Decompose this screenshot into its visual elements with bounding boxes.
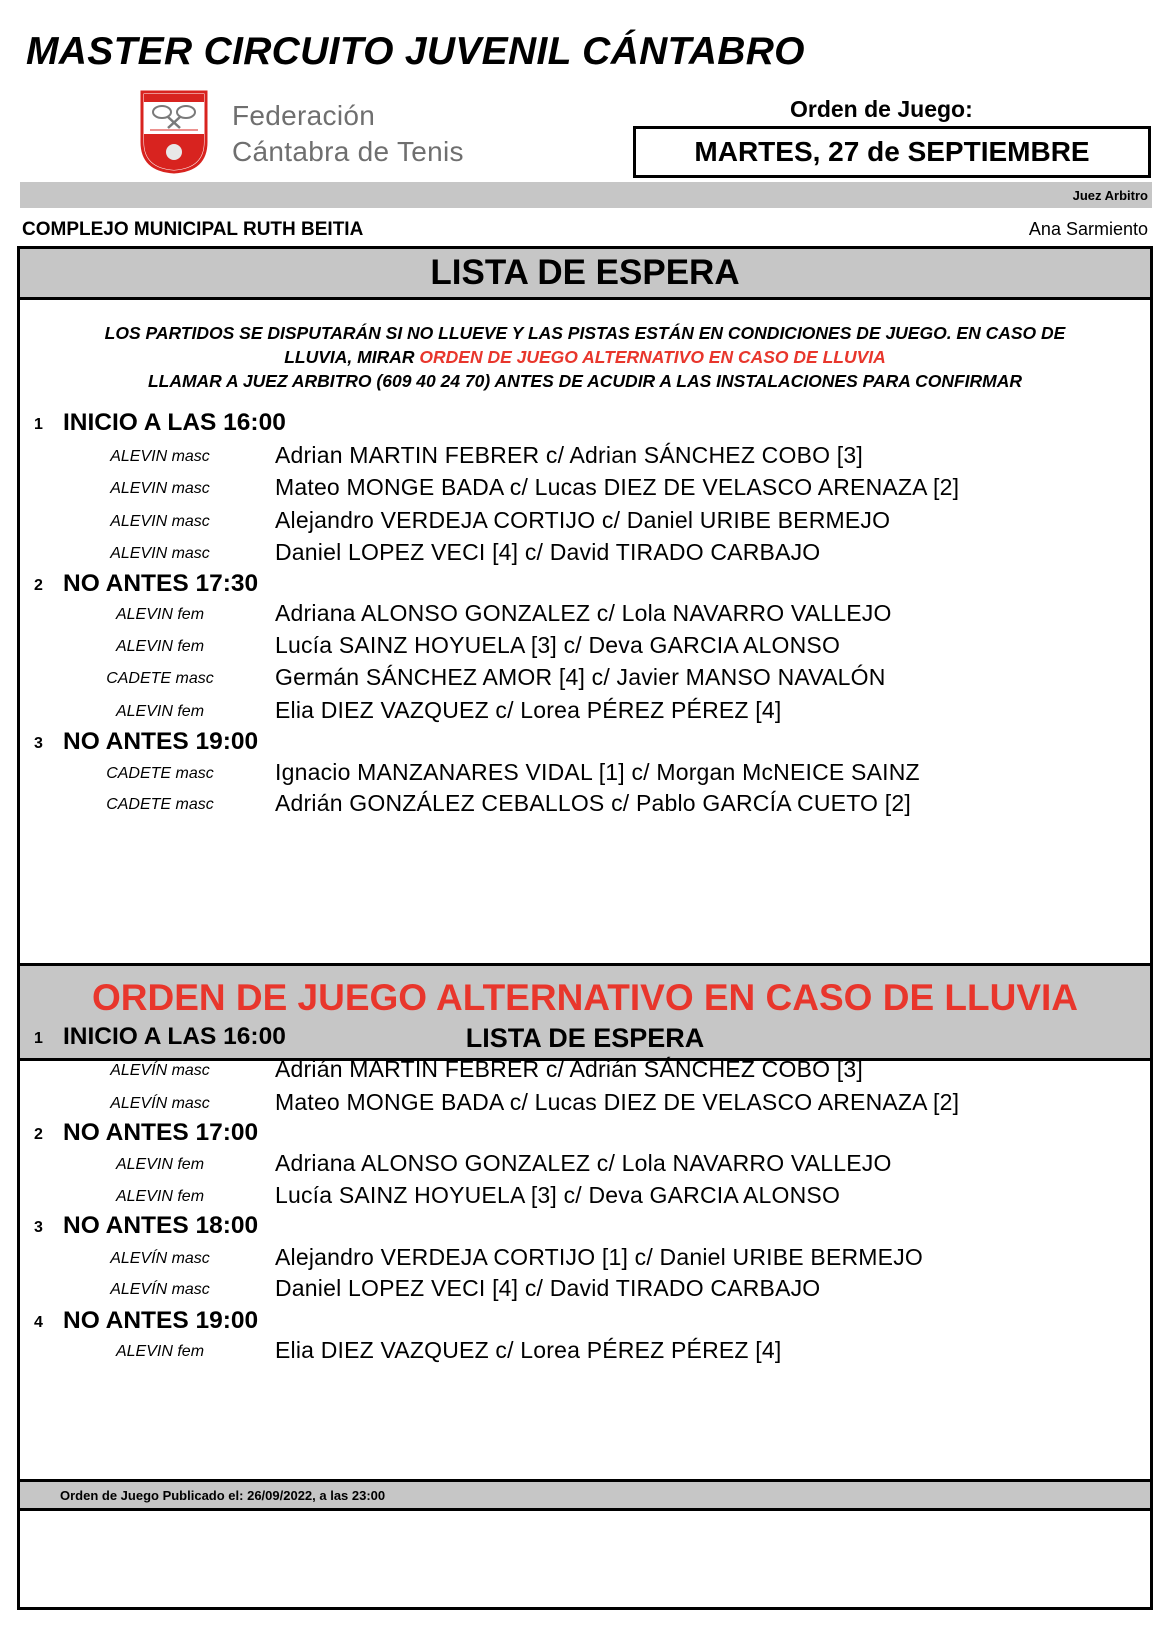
match-category: CADETE masc — [106, 765, 214, 782]
match-category: ALEVÍN masc — [110, 1250, 210, 1267]
federation-name-line2: Cántabra de Tenis — [232, 136, 464, 167]
match-players: Daniel LOPEZ VECI [4] c/ David TIRADO CARBAJO — [275, 539, 821, 565]
match-players: Lucía SAINZ HOYUELA [3] c/ Deva GARCIA ALONSO — [275, 632, 841, 658]
match-players: Daniel LOPEZ VECI [4] c/ David TIRADO CARBAJO — [275, 1275, 821, 1301]
match-players: Adrián MARTIN FEBRER c/ Adrián SÁNCHEZ COBO [3] — [275, 1056, 863, 1082]
match-players: Mateo MONGE BADA c/ Lucas DIEZ DE VELASCO ARENAZA [2] — [275, 474, 960, 500]
schedule-frame — [17, 246, 1153, 1610]
alternativo-title: ORDEN DE JUEGO ALTERNATIVO EN CASO DE LLUVIA — [91, 977, 1079, 1018]
notice-line-1: LOS PARTIDOS SE DISPUTARÁN SI NO LLUEVE Y LAS PISTAS ESTÁN EN CONDICIONES DE JUEGO. EN CASO DE — [104, 323, 1066, 343]
header-band — [20, 182, 1152, 208]
match-category: ALEVIN fem — [115, 1156, 205, 1173]
match-category: ALEVIN fem — [115, 638, 205, 655]
juez-label: Juez Arbitro — [1072, 188, 1148, 203]
block-time: INICIO A LAS 16:00 — [63, 409, 286, 436]
block-number: 1 — [34, 1030, 43, 1047]
match-category: CADETE masc — [106, 796, 214, 813]
match-players: Germán SÁNCHEZ AMOR [4] c/ Javier MANSO NAVALÓN — [275, 664, 886, 690]
block-time: NO ANTES 17:00 — [63, 1119, 259, 1146]
match-players: Elia DIEZ VAZQUEZ c/ Lorea PÉREZ PÉREZ [4] — [275, 697, 782, 723]
notice-line-2-prefix: LLUVIA, MIRAR — [284, 347, 415, 367]
block-number: 3 — [34, 735, 43, 752]
match-category: ALEVIN masc — [110, 480, 210, 497]
match-players: Adriana ALONSO GONZALEZ c/ Lola NAVARRO VALLEJO — [275, 1150, 892, 1176]
venue: COMPLEJO MUNICIPAL RUTH BEITIA — [22, 219, 364, 240]
block-time: NO ANTES 19:00 — [63, 728, 259, 755]
published-bar — [20, 1479, 1150, 1511]
orden-label: Orden de Juego: — [790, 96, 973, 122]
match-players: Ignacio MANZANARES VIDAL [1] c/ Morgan McNEICE SAINZ — [275, 759, 920, 785]
published-text: Orden de Juego Publicado el: 26/09/2022, a las 23:00 — [60, 1488, 386, 1503]
block-number: 2 — [34, 577, 43, 594]
federation-logo-icon — [140, 90, 208, 174]
page-title: MASTER CIRCUITO JUVENIL CÁNTABRO — [26, 30, 805, 73]
notice-line-3: LLAMAR A JUEZ ARBITRO (609 40 24 70) ANTES DE ACUDIR A LAS INSTALACIONES PARA CONFIRMAR — [147, 371, 1023, 391]
match-category: ALEVIN masc — [110, 448, 210, 465]
block-number: 3 — [34, 1219, 43, 1236]
match-players: Lucía SAINZ HOYUELA [3] c/ Deva GARCIA ALONSO — [275, 1182, 841, 1208]
federation-name — [232, 98, 464, 170]
match-category: CADETE masc — [106, 670, 214, 687]
match-players: Adrián GONZÁLEZ CEBALLOS c/ Pablo GARCÍA CUETO [2] — [275, 790, 911, 816]
notice-line-2 — [20, 345, 1150, 369]
match-category: ALEVIN fem — [115, 606, 205, 623]
match-category: ALEVÍN masc — [110, 1095, 210, 1112]
match-category: ALEVIN fem — [115, 1188, 205, 1205]
match-category: ALEVÍN masc — [110, 1062, 210, 1079]
match-category: ALEVIN fem — [115, 1343, 205, 1360]
block-time: NO ANTES 18:00 — [63, 1212, 259, 1239]
date-box: MARTES, 27 de SEPTIEMBRE — [633, 126, 1151, 178]
match-category: ALEVIN fem — [115, 703, 205, 720]
match-players: Alejandro VERDEJA CORTIJO [1] c/ Daniel URIBE BERMEJO — [275, 1244, 923, 1270]
block-time: INICIO A LAS 16:00 — [63, 1023, 286, 1050]
match-players: Adriana ALONSO GONZALEZ c/ Lola NAVARRO VALLEJO — [275, 600, 892, 626]
match-players: Alejandro VERDEJA CORTIJO c/ Daniel URIBE BERMEJO — [275, 507, 891, 533]
block-number: 2 — [34, 1126, 43, 1143]
federation-name-line1: Federación — [232, 100, 376, 131]
match-players: Elia DIEZ VAZQUEZ c/ Lorea PÉREZ PÉREZ [4] — [275, 1337, 782, 1363]
block-time: NO ANTES 17:30 — [63, 570, 259, 597]
match-category: ALEVIN masc — [110, 545, 210, 562]
match-category: ALEVÍN masc — [110, 1281, 210, 1298]
rain-notice — [20, 321, 1150, 393]
match-players: Adrian MARTIN FEBRER c/ Adrian SÁNCHEZ COBO [3] — [275, 442, 863, 468]
block-number: 1 — [34, 416, 43, 433]
alternativo-subtitle: LISTA DE ESPERA — [465, 1023, 705, 1053]
notice-line-2-link: ORDEN DE JUEGO ALTERNATIVO EN CASO DE LLUVIA — [419, 347, 886, 367]
lista-espera-header: LISTA DE ESPERA — [20, 249, 1150, 300]
match-players: Mateo MONGE BADA c/ Lucas DIEZ DE VELASCO ARENAZA [2] — [275, 1089, 960, 1115]
juez-name: Ana Sarmiento — [1028, 219, 1148, 239]
block-number: 4 — [34, 1314, 43, 1331]
match-category: ALEVIN masc — [110, 513, 210, 530]
block-time: NO ANTES 19:00 — [63, 1307, 259, 1334]
